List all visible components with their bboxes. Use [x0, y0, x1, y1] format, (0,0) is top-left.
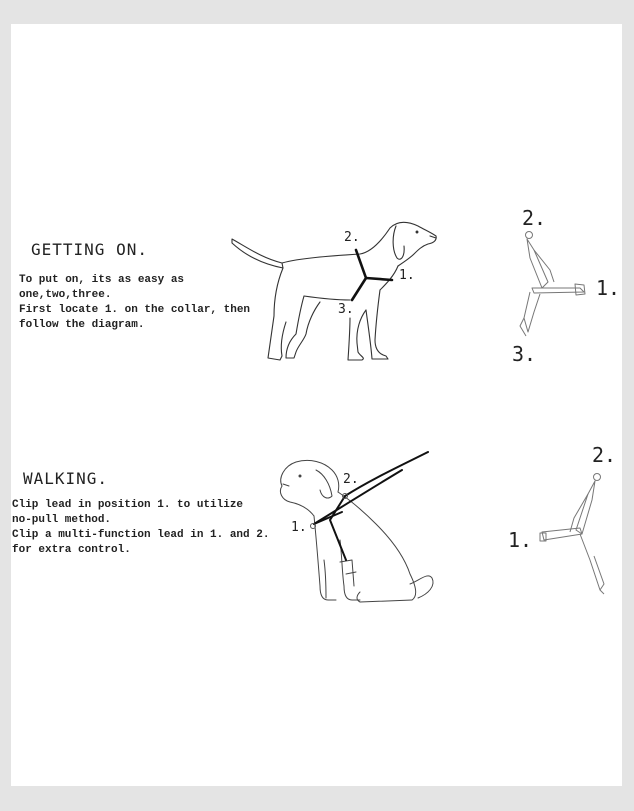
standing-dog-label-2: 2.: [344, 230, 360, 245]
standing-dog-label-1: 1.: [399, 268, 415, 283]
getting-on-line-4: follow the diagram.: [19, 319, 145, 331]
walking-line-2: no-pull method.: [12, 514, 112, 526]
harness-top-label-3: 3.: [512, 342, 537, 366]
walking-heading: WALKING.: [23, 469, 109, 488]
walking-line-1: Clip lead in position 1. to utilize: [12, 499, 244, 511]
getting-on-line-3: First locate 1. on the collar, then: [19, 304, 251, 316]
harness-top-label-2: 2.: [522, 206, 547, 230]
harness-bottom-label-1: 1.: [508, 528, 533, 552]
standing-dog-label-3: 3.: [338, 302, 354, 317]
walking-line-4: for extra control.: [12, 544, 131, 556]
getting-on-line-1: To put on, its as easy as: [19, 274, 185, 286]
getting-on-heading: GETTING ON.: [31, 240, 148, 259]
sitting-dog-label-2: 2.: [343, 472, 359, 487]
harness-top-label-1: 1.: [596, 276, 621, 300]
sitting-dog-label-1: 1.: [291, 520, 307, 535]
getting-on-line-2: one,two,three.: [19, 289, 112, 301]
walking-line-3: Clip a multi-function lead in 1. and 2.: [12, 529, 270, 541]
harness-bottom-label-2: 2.: [592, 443, 617, 467]
